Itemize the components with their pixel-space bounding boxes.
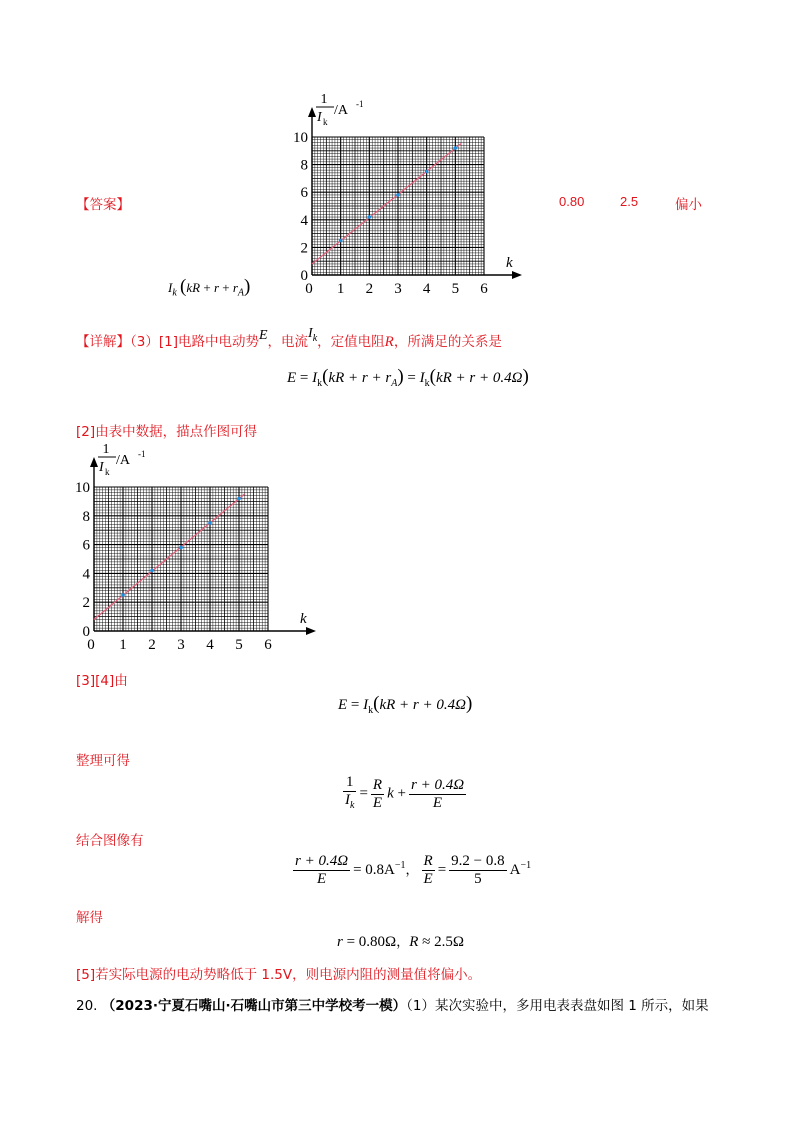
data-point	[454, 146, 458, 150]
y-tick-label: 8	[300, 157, 308, 174]
x-tick-label: 6	[264, 637, 272, 653]
data-point	[150, 569, 154, 573]
detail-tidy: 整理可得	[76, 753, 130, 769]
equation-5: r = 0.80Ω，R ≈ 2.5Ω	[337, 934, 465, 950]
data-point	[339, 239, 343, 243]
chart-grid	[94, 487, 268, 631]
x-tick-label: 0	[305, 281, 313, 297]
y-axis-arrow	[90, 457, 98, 467]
x-tick-label: 1	[336, 281, 345, 297]
x-axis-label: k	[300, 611, 307, 627]
y-label-unit: /A	[334, 103, 348, 118]
y-label-numerator: 1	[320, 92, 328, 107]
y-tick-label: 0	[82, 624, 90, 640]
y-tick-label: 10	[293, 130, 308, 146]
data-point	[237, 497, 241, 501]
data-point	[425, 170, 429, 174]
x-tick-label: 5	[235, 637, 243, 653]
x-axis-arrow	[512, 271, 522, 279]
chart-grid	[312, 137, 484, 275]
data-point	[368, 215, 372, 219]
y-tick-label: 8	[82, 508, 90, 525]
question-number: 20.	[76, 998, 98, 1014]
data-point	[208, 521, 212, 525]
answer-value-bias: 偏小	[675, 197, 702, 213]
x-tick-label: 2	[148, 637, 156, 653]
detail-step-2: [2]由表中数据，描点作图可得	[76, 424, 258, 440]
answer-value-R: 2.5	[620, 194, 639, 209]
question-20	[76, 994, 709, 1014]
answer-label: 【答案】	[76, 197, 130, 213]
x-tick-label: 2	[365, 281, 374, 297]
x-tick-label: 3	[177, 637, 185, 653]
y-label-denominator: I	[317, 110, 322, 125]
y-tick-label: 2	[300, 240, 308, 257]
detail-chart	[64, 442, 324, 653]
detail-step-5: [5]若实际电源的电动势略低于 1.5V，则电源内阻的测量值将偏小。	[76, 967, 482, 983]
detail-combine: 结合图像有	[76, 833, 144, 849]
x-tick-label: 1	[119, 637, 127, 653]
equation-1: $E = I_k(kR + r + r_A) = I_k(kR + r + 0.4\Omega)$	[287, 366, 529, 389]
y-axis-label	[98, 442, 146, 477]
answer-expression: $I_k$ $(kR + r + r_A)$	[168, 276, 251, 299]
question-text: （1）某次实验中，多用电表表盘如图 1 所示，如果	[406, 998, 709, 1014]
y-label-denominator: I	[99, 460, 104, 475]
data-point	[396, 193, 400, 197]
y-tick-label: 10	[75, 480, 90, 496]
x-tick-label: 5	[451, 281, 460, 297]
data-point	[121, 593, 125, 597]
equation-2: $E = I_k(kR + r + 0.4\Omega)$	[338, 693, 473, 716]
x-tick-label: 4	[422, 281, 431, 297]
y-label-unit: /A	[116, 453, 130, 468]
x-axis-label: k	[506, 255, 513, 271]
y-tick-label: 6	[300, 185, 308, 202]
equation-3: $\frac{1}{I_k}$ = $\frac{R}{E}$ k + $\frac{r + 0.4\Omega}{E}$	[345, 774, 465, 811]
y-label-subscript: k	[323, 117, 328, 127]
y-tick-label: 0	[300, 268, 308, 284]
equation-4: $\frac{r + 0.4\Omega}{E}$ = $0.8A^{-1}$， $\frac{R}{E}$ = $\frac{9.2 - 0.8}{5}$ $A^{-1}$	[295, 853, 532, 887]
y-label-numerator: 1	[102, 442, 110, 457]
y-tick-label: 4	[82, 566, 90, 583]
x-tick-label: 4	[206, 637, 214, 653]
y-label-subscript: k	[105, 467, 110, 477]
x-tick-label: 0	[87, 637, 95, 653]
question-source: （2023·宁夏石嘴山·石嘴山市第三中学校考一模）	[101, 998, 407, 1014]
detail-solve: 解得	[76, 910, 103, 926]
y-label-exponent: -1	[138, 449, 146, 459]
x-tick-label: 6	[480, 281, 488, 297]
answer-value-r: 0.80	[559, 194, 585, 209]
answer-chart	[282, 92, 532, 300]
y-tick-label: 2	[82, 595, 90, 612]
data-point	[179, 546, 183, 550]
detail-step-34: [3][4]由	[76, 673, 128, 689]
y-tick-label: 6	[82, 537, 90, 554]
y-axis-arrow	[308, 107, 316, 117]
x-axis-arrow	[306, 627, 316, 635]
y-label-exponent: -1	[356, 99, 364, 109]
detail-line-1: 【详解】（3）[1]电路中电动势E，电流$I_k$，定值电阻R，所满足的关系是	[76, 326, 502, 350]
detail-label: 【详解】	[76, 334, 130, 350]
x-tick-label: 3	[394, 281, 402, 297]
y-tick-label: 4	[300, 212, 308, 229]
y-axis-label	[316, 92, 364, 127]
